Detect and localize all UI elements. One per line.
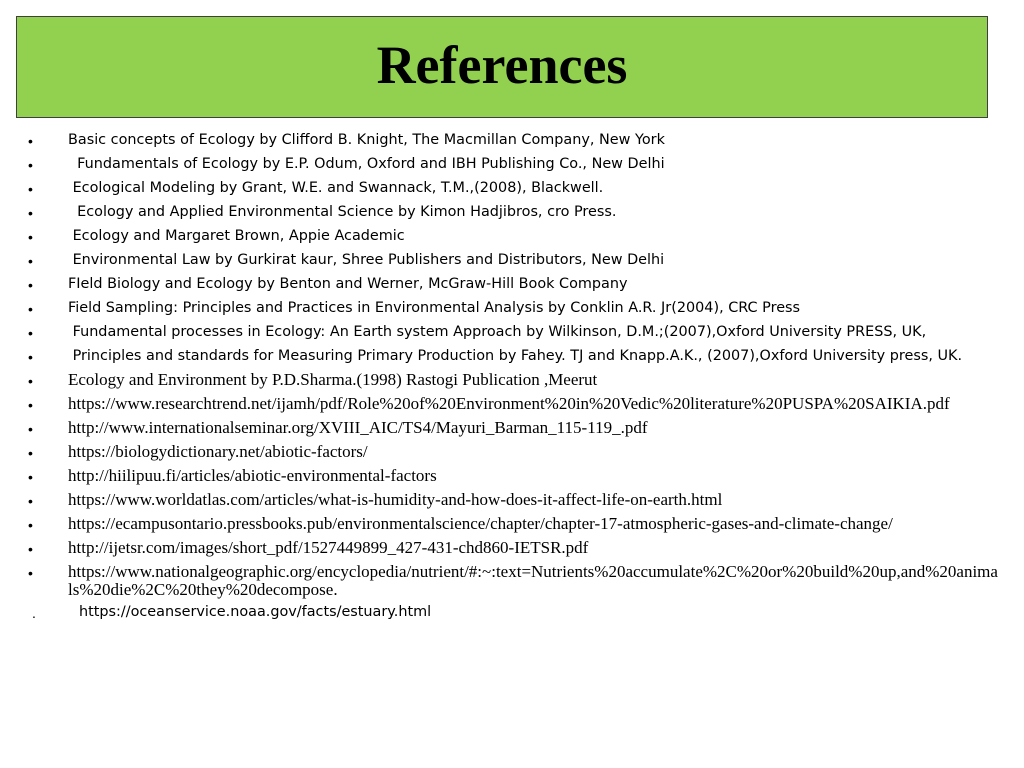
reference-text: Ecology and Environment by P.D.Sharma.(1998) Rastogi Publication ,Meerut <box>68 370 598 389</box>
bullet-marker: • <box>28 205 33 221</box>
reference-item <box>26 275 998 295</box>
bullet-marker: • <box>28 277 33 293</box>
title-banner <box>16 16 988 118</box>
bullet-marker: • <box>28 253 33 269</box>
bullet-marker: • <box>28 133 33 149</box>
reference-text: Principles and standards for Measuring Primary Production by Fahey. TJ and Knapp.A.K., (2007),Oxford University press, UK. <box>68 348 963 364</box>
reference-link[interactable]: https://www.researchtrend.net/ijamh/pdf/Role%20of%20Environment%20in%20Vedic%20literature%20PUSPA%20SAIKIA.pdf <box>68 394 950 413</box>
reference-link[interactable]: https://www.worldatlas.com/articles/what-is-humidity-and-how-does-it-affect-life-on-earth.html <box>68 490 723 509</box>
reference-link[interactable]: http://hiilipuu.fi/articles/abiotic-environmental-factors <box>68 466 437 485</box>
bullet-marker: . <box>32 605 36 621</box>
reference-item <box>26 251 998 271</box>
reference-list <box>26 131 998 627</box>
bullet-marker: • <box>28 373 33 389</box>
reference-text: Fundamental processes in Ecology: An Earth system Approach by Wilkinson, D.M.;(2007),Oxford University PRESS, UK, <box>68 324 927 340</box>
reference-link[interactable]: http://ijetsr.com/images/short_pdf/1527449899_427-431-chd860-IETSR.pdf <box>68 538 589 557</box>
reference-item <box>26 539 998 559</box>
bullet-marker: • <box>28 157 33 173</box>
reference-item <box>26 179 998 199</box>
reference-link[interactable]: https://biologydictionary.net/abiotic-factors/ <box>68 442 368 461</box>
reference-item <box>26 515 998 535</box>
bullet-marker: • <box>28 469 33 485</box>
reference-item <box>26 419 998 439</box>
reference-item <box>26 603 998 623</box>
reference-item <box>26 155 998 175</box>
bullet-marker: • <box>28 181 33 197</box>
bullet-marker: • <box>28 541 33 557</box>
bullet-marker: • <box>28 349 33 365</box>
reference-text: Field Sampling: Principles and Practices in Environmental Analysis by Conklin A.R. Jr(2004), CRC Press <box>68 300 801 316</box>
reference-item <box>26 491 998 511</box>
reference-item <box>26 203 998 223</box>
reference-link[interactable]: https://www.nationalgeographic.org/encyclopedia/nutrient/#:~:text=Nutrients%20accumulate%2C%20or%20build%20up,and%20animals%20die%2C%20they%20decompose. <box>68 562 998 599</box>
bullet-marker: • <box>28 229 33 245</box>
reference-item <box>26 299 998 319</box>
reference-item <box>26 563 998 599</box>
bullet-marker: • <box>28 301 33 317</box>
reference-link[interactable]: http://www.internationalseminar.org/XVIII_AIC/TS4/Mayuri_Barman_115-119_.pdf <box>68 418 648 437</box>
bullet-marker: • <box>28 325 33 341</box>
bullet-marker: • <box>28 493 33 509</box>
reference-item <box>26 323 998 343</box>
reference-item <box>26 227 998 247</box>
reference-text: Environmental Law by Gurkirat kaur, Shree Publishers and Distributors, New Delhi <box>68 252 665 268</box>
bullet-marker: • <box>28 421 33 437</box>
slide-title: References <box>376 35 628 95</box>
bullet-marker: • <box>28 397 33 413</box>
reference-text: Basic concepts of Ecology by Clifford B. Knight, The Macmillan Company, New York <box>68 132 665 148</box>
reference-item <box>26 347 998 367</box>
reference-text: Ecological Modeling by Grant, W.E. and Swannack, T.M.,(2008), Blackwell. <box>68 180 604 196</box>
reference-text: FIeld Biology and Ecology by Benton and Werner, McGraw-Hill Book Company <box>68 276 628 292</box>
reference-link[interactable]: https://oceanservice.noaa.gov/facts/estuary.html <box>79 604 432 620</box>
reference-item <box>26 131 998 151</box>
reference-link[interactable]: https://ecampusontario.pressbooks.pub/environmentalscience/chapter/chapter-17-atmospheric-gases-and-climate-change/ <box>68 514 893 533</box>
reference-text: Fundamentals of Ecology by E.P. Odum, Oxford and IBH Publishing Co., New Delhi <box>68 156 665 172</box>
bullet-marker: • <box>28 517 33 533</box>
reference-item <box>26 371 998 391</box>
bullet-marker: • <box>28 445 33 461</box>
reference-item <box>26 443 998 463</box>
reference-text: Ecology and Margaret Brown, Appie Academic <box>68 228 405 244</box>
bullet-marker: • <box>28 565 33 581</box>
reference-text: Ecology and Applied Environmental Science by Kimon Hadjibros, cro Press. <box>68 204 617 220</box>
reference-item <box>26 467 998 487</box>
reference-item <box>26 395 998 415</box>
